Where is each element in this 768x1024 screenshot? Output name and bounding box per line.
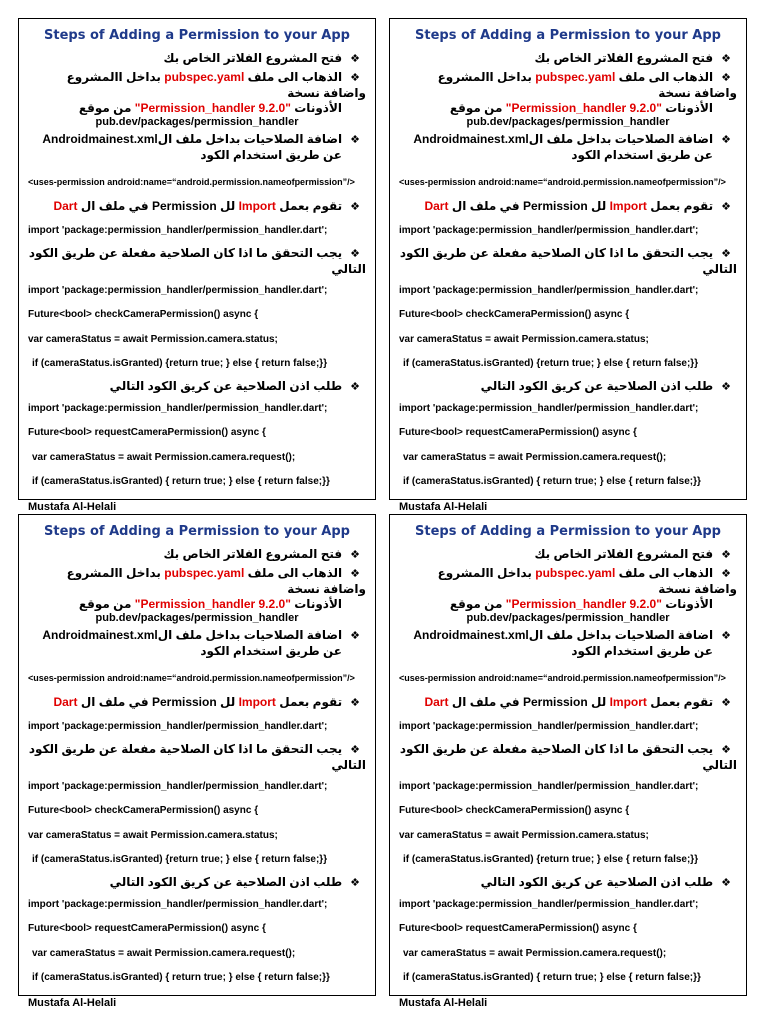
step-check: ❖يجب التحقق ما اذا كان الصلاحية مفعلة عن طريق الكود التالي <box>28 741 366 772</box>
pubspec-file-name: pubspec.yaml <box>164 70 245 84</box>
card-title: Steps of Adding a Permission to your App <box>415 524 721 539</box>
diamond-bullet-icon: ❖ <box>350 247 360 260</box>
request-function-line: Future<bool> requestCameraPermission() async { <box>399 427 637 438</box>
step-manifest-line2: عن طريق استخدام الكود <box>200 644 342 658</box>
diamond-bullet-icon: ❖ <box>721 549 731 561</box>
step-pubspec: ❖الذهاب الى ملف pubspec.yaml بداخل االمشروع واضافة نسخة <box>437 70 737 100</box>
dart-keyword: Dart <box>53 695 78 709</box>
check-if-line: if (cameraStatus.isGranted) {return true; } else { return false;}} <box>32 854 328 865</box>
step-request: ❖طلب اذن الصلاحية عن كريق الكود التالي <box>480 378 731 393</box>
diamond-bullet-icon: ❖ <box>350 743 360 756</box>
request-status-line: var cameraStatus = await Permission.camera.request(); <box>32 947 296 959</box>
step-check: ❖يجب التحقق ما اذا كان الصلاحية مفعلة عن طريق الكود التالي <box>399 245 737 276</box>
step-open-project: ❖فتح المشروع الفلاتر الخاص بك <box>534 51 731 65</box>
dart-keyword: Dart <box>424 199 449 213</box>
check-status-line: var cameraStatus = await Permission.camera.status; <box>399 333 649 345</box>
import-code-line: import 'package:permission_handler/permission_handler.dart'; <box>399 284 699 296</box>
pubspec-file-name: pubspec.yaml <box>535 566 616 580</box>
diamond-bullet-icon: ❖ <box>721 134 731 146</box>
diamond-bullet-icon: ❖ <box>350 134 360 146</box>
uses-permission-code: <uses-permission android:name=“android.permission.nameofpermission”/> <box>28 673 355 683</box>
import-code-line: import 'package:permission_handler/permission_handler.dart'; <box>399 721 699 732</box>
step-manifest-line2: عن طريق استخدام الكود <box>571 644 713 658</box>
diamond-bullet-icon: ❖ <box>350 549 360 561</box>
check-function-line: Future<bool> checkCameraPermission() async { <box>399 805 630 816</box>
step-import: ❖تقوم بعمل Import لل Permission في ملف ال Dart <box>53 199 360 213</box>
diamond-bullet-icon: ❖ <box>721 697 731 709</box>
card-title: Steps of Adding a Permission to your App <box>44 524 350 539</box>
diamond-bullet-icon: ❖ <box>350 568 360 580</box>
step-manifest-line2: عن طريق استخدام الكود <box>571 148 713 162</box>
request-if-line: if (cameraStatus.isGranted) { return true; } else { return false;}} <box>32 476 330 487</box>
card-title: Steps of Adding a Permission to your App <box>44 28 350 43</box>
step-manifest: ❖اضافة الصلاحيات بداخل ملف الAndroidmainest.xml <box>413 132 731 146</box>
step-import: ❖تقوم بعمل Import لل Permission في ملف ال Dart <box>53 695 360 709</box>
request-function-line: Future<bool> requestCameraPermission() async { <box>399 923 637 934</box>
diamond-bullet-icon: ❖ <box>721 53 731 65</box>
request-status-line: var cameraStatus = await Permission.camera.request(); <box>403 947 667 959</box>
manifest-file-name: Androidmainest.xml <box>413 628 529 642</box>
check-function-line: Future<bool> checkCameraPermission() async { <box>399 309 630 320</box>
request-if-line: if (cameraStatus.isGranted) { return true; } else { return false;}} <box>403 972 701 983</box>
check-function-line: Future<bool> checkCameraPermission() async { <box>28 309 259 320</box>
import-code-line: import 'package:permission_handler/permission_handler.dart'; <box>399 225 699 236</box>
step-pubspec-line2: الأذونات "Permission_handler 9.2.0" من موقع <box>78 597 342 611</box>
import-code-line: import 'package:permission_handler/permission_handler.dart'; <box>28 225 328 236</box>
import-keyword: Import <box>609 199 647 213</box>
check-function-line: Future<bool> checkCameraPermission() async { <box>28 805 259 816</box>
step-check: ❖يجب التحقق ما اذا كان الصلاحية مفعلة عن طريق الكود التالي <box>399 741 737 772</box>
import-code-line: import 'package:permission_handler/permission_handler.dart'; <box>399 402 699 414</box>
uses-permission-code: <uses-permission android:name=“android.permission.nameofpermission”/> <box>28 177 355 187</box>
step-request: ❖طلب اذن الصلاحية عن كريق الكود التالي <box>109 378 360 393</box>
import-code-line: import 'package:permission_handler/permission_handler.dart'; <box>28 898 328 910</box>
import-code-line: import 'package:permission_handler/permission_handler.dart'; <box>28 780 328 792</box>
step-open-project: ❖فتح المشروع الفلاتر الخاص بك <box>163 547 360 561</box>
step-open-project: ❖فتح المشروع الفلاتر الخاص بك <box>534 547 731 561</box>
package-name: "Permission_handler 9.2.0" <box>505 101 662 115</box>
package-url: pub.dev/packages/permission_handler <box>466 612 670 624</box>
import-code-line: import 'package:permission_handler/permission_handler.dart'; <box>28 402 328 414</box>
step-manifest: ❖اضافة الصلاحيات بداخل ملف الAndroidmainest.xml <box>42 628 360 642</box>
package-url: pub.dev/packages/permission_handler <box>95 612 299 624</box>
step-pubspec-line2: الأذونات "Permission_handler 9.2.0" من موقع <box>78 101 342 115</box>
package-name: "Permission_handler 9.2.0" <box>505 597 662 611</box>
diamond-bullet-icon: ❖ <box>721 201 731 213</box>
step-pubspec: ❖الذهاب الى ملف pubspec.yaml بداخل االمشروع واضافة نسخة <box>66 70 366 100</box>
check-if-line: if (cameraStatus.isGranted) {return true; } else { return false;}} <box>403 854 699 865</box>
diamond-bullet-icon: ❖ <box>350 876 360 889</box>
request-status-line: var cameraStatus = await Permission.camera.request(); <box>32 451 296 463</box>
request-status-line: var cameraStatus = await Permission.camera.request(); <box>403 451 667 463</box>
author-name: Mustafa Al-Helali <box>28 996 117 1009</box>
check-if-line: if (cameraStatus.isGranted) {return true; } else { return false;}} <box>32 358 328 369</box>
package-url: pub.dev/packages/permission_handler <box>466 116 670 128</box>
step-import: ❖تقوم بعمل Import لل Permission في ملف ال Dart <box>424 199 731 213</box>
step-check: ❖يجب التحقق ما اذا كان الصلاحية مفعلة عن طريق الكود التالي <box>28 245 366 276</box>
diamond-bullet-icon: ❖ <box>721 630 731 642</box>
request-if-line: if (cameraStatus.isGranted) { return true; } else { return false;}} <box>403 476 701 487</box>
import-keyword: Import <box>238 695 276 709</box>
diamond-bullet-icon: ❖ <box>350 53 360 65</box>
permission-card <box>18 18 376 513</box>
author-name: Mustafa Al-Helali <box>399 996 488 1009</box>
package-name: "Permission_handler 9.2.0" <box>134 101 291 115</box>
author-name: Mustafa Al-Helali <box>399 500 488 513</box>
manifest-file-name: Androidmainest.xml <box>413 132 529 146</box>
diamond-bullet-icon: ❖ <box>721 247 731 260</box>
permission-card <box>18 514 376 1009</box>
check-status-line: var cameraStatus = await Permission.camera.status; <box>28 829 278 841</box>
import-code-line: import 'package:permission_handler/permission_handler.dart'; <box>28 284 328 296</box>
import-code-line: import 'package:permission_handler/permission_handler.dart'; <box>28 721 328 732</box>
dart-keyword: Dart <box>53 199 78 213</box>
package-url: pub.dev/packages/permission_handler <box>95 116 299 128</box>
step-manifest: ❖اضافة الصلاحيات بداخل ملف الAndroidmainest.xml <box>413 628 731 642</box>
request-if-line: if (cameraStatus.isGranted) { return true; } else { return false;}} <box>32 972 330 983</box>
step-import: ❖تقوم بعمل Import لل Permission في ملف ال Dart <box>424 695 731 709</box>
manifest-file-name: Androidmainest.xml <box>42 132 158 146</box>
step-pubspec: ❖الذهاب الى ملف pubspec.yaml بداخل االمشروع واضافة نسخة <box>66 566 366 596</box>
uses-permission-code: <uses-permission android:name=“android.permission.nameofpermission”/> <box>399 177 726 187</box>
permission-card <box>389 514 747 1009</box>
package-name: "Permission_handler 9.2.0" <box>134 597 291 611</box>
import-code-line: import 'package:permission_handler/permission_handler.dart'; <box>399 898 699 910</box>
author-name: Mustafa Al-Helali <box>28 500 117 513</box>
import-keyword: Import <box>609 695 647 709</box>
step-pubspec: ❖الذهاب الى ملف pubspec.yaml بداخل االمشروع واضافة نسخة <box>437 566 737 596</box>
step-request: ❖طلب اذن الصلاحية عن كريق الكود التالي <box>109 874 360 889</box>
import-keyword: Import <box>238 199 276 213</box>
dart-keyword: Dart <box>424 695 449 709</box>
diamond-bullet-icon: ❖ <box>350 201 360 213</box>
diamond-bullet-icon: ❖ <box>721 876 731 889</box>
step-pubspec-line2: الأذونات "Permission_handler 9.2.0" من موقع <box>449 597 713 611</box>
diamond-bullet-icon: ❖ <box>350 72 360 84</box>
diamond-bullet-icon: ❖ <box>721 380 731 393</box>
import-code-line: import 'package:permission_handler/permission_handler.dart'; <box>399 780 699 792</box>
check-status-line: var cameraStatus = await Permission.camera.status; <box>399 829 649 841</box>
step-pubspec-line2: الأذونات "Permission_handler 9.2.0" من موقع <box>449 101 713 115</box>
manifest-file-name: Androidmainest.xml <box>42 628 158 642</box>
pubspec-file-name: pubspec.yaml <box>164 566 245 580</box>
pubspec-file-name: pubspec.yaml <box>535 70 616 84</box>
card-title: Steps of Adding a Permission to your App <box>415 28 721 43</box>
check-status-line: var cameraStatus = await Permission.camera.status; <box>28 333 278 345</box>
diamond-bullet-icon: ❖ <box>721 743 731 756</box>
check-if-line: if (cameraStatus.isGranted) {return true; } else { return false;}} <box>403 358 699 369</box>
diamond-bullet-icon: ❖ <box>350 630 360 642</box>
diamond-bullet-icon: ❖ <box>721 72 731 84</box>
step-open-project: ❖فتح المشروع الفلاتر الخاص بك <box>163 51 360 65</box>
diamond-bullet-icon: ❖ <box>350 697 360 709</box>
request-function-line: Future<bool> requestCameraPermission() async { <box>28 923 266 934</box>
diamond-bullet-icon: ❖ <box>350 380 360 393</box>
step-manifest: ❖اضافة الصلاحيات بداخل ملف الAndroidmainest.xml <box>42 132 360 146</box>
request-function-line: Future<bool> requestCameraPermission() async { <box>28 427 266 438</box>
diamond-bullet-icon: ❖ <box>721 568 731 580</box>
step-request: ❖طلب اذن الصلاحية عن كريق الكود التالي <box>480 874 731 889</box>
permission-card <box>389 18 747 513</box>
uses-permission-code: <uses-permission android:name=“android.permission.nameofpermission”/> <box>399 673 726 683</box>
step-manifest-line2: عن طريق استخدام الكود <box>200 148 342 162</box>
